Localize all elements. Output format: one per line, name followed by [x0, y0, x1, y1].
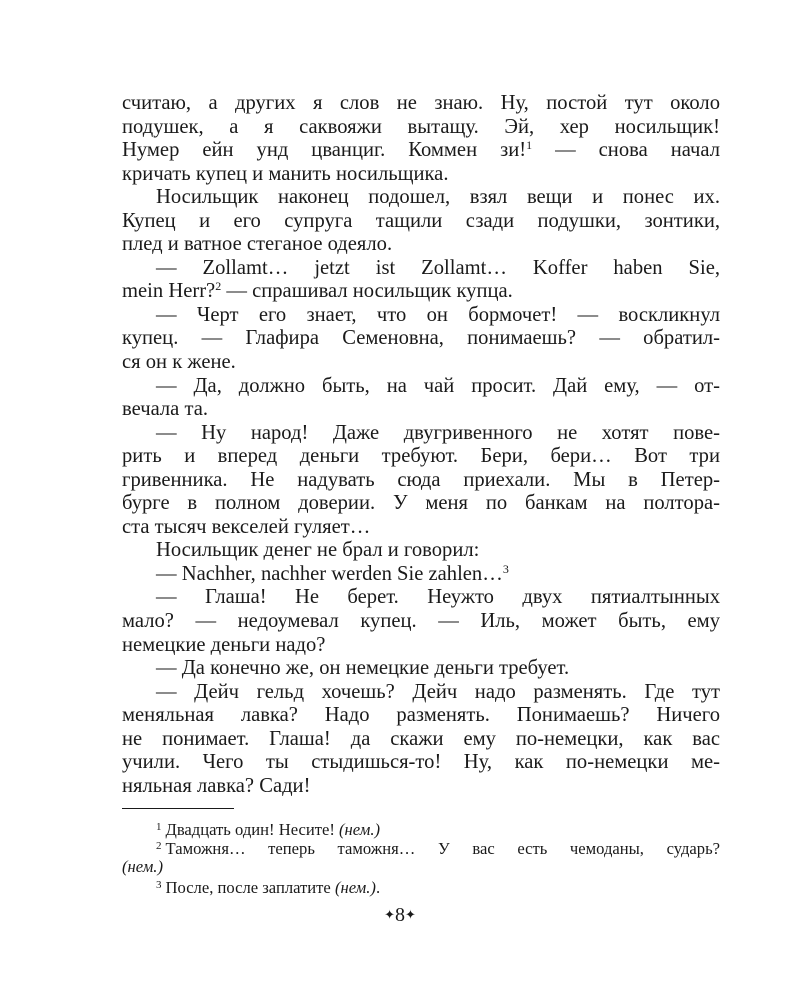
- text-line: [122, 775, 720, 799]
- text-line-content: — Дейч гельд хочешь? Дейч надо разменять. Где тут: [156, 680, 720, 703]
- text-line: [122, 516, 720, 540]
- text-line-content: ся он к жене.: [122, 351, 236, 374]
- text-line-tail: — спрашивал носильщик купца.: [221, 280, 513, 303]
- footnote-2-cont: (нем.): [122, 856, 163, 876]
- text-line: [122, 492, 720, 516]
- text-line: [122, 751, 720, 775]
- text-line-content: учили. Чего ты стыдишься-то! Ну, как по-немецки ме-: [122, 751, 720, 774]
- text-line-content: гривенника. Не надувать сюда приехали. Мы в Петер-: [122, 468, 720, 491]
- text-line: [122, 280, 720, 304]
- footnote-divider: [122, 808, 234, 809]
- text-line: [122, 728, 720, 752]
- text-line: [122, 634, 720, 658]
- text-line: [122, 398, 720, 422]
- text-line-content: — Ну народ! Даже двугривенного не хотят пове-: [156, 421, 720, 444]
- text-line: [122, 139, 720, 163]
- text-line: [122, 186, 720, 210]
- page-number-value: 8: [395, 904, 405, 926]
- ornament-right-icon: ✦: [405, 907, 416, 922]
- text-line: [122, 586, 720, 610]
- text-line-content: — Да конечно же, он немецкие деньги требует.: [156, 657, 570, 680]
- text-line-content: няльная лавка? Сади!: [122, 774, 311, 797]
- text-line-content: не понимает. Глаша! да скажи ему по-немецки, как вас: [122, 727, 720, 750]
- text-line: [122, 610, 720, 634]
- footnote-2: $^2$ Таможня… теперь таможня… У вас есть чемоданы, сударь?: [156, 839, 720, 859]
- text-line-content: рить и вперед деньги требуют. Бери, бери… Вот три: [122, 445, 720, 468]
- text-line: [122, 351, 720, 375]
- text-line: [122, 116, 720, 140]
- text-line: [122, 210, 720, 234]
- text-line-content: Купец и его супруга тащили сзади подушки, зонтики,: [122, 209, 720, 232]
- page-number: [0, 904, 800, 927]
- text-line-content: немецкие деньги надо?: [122, 633, 326, 656]
- text-line-content: Носильщик денег не брал и говорил:: [156, 539, 480, 562]
- text-line: [122, 704, 720, 728]
- text-line-content: плед и ватное стеганое одеяло.: [122, 233, 393, 256]
- text-line: [122, 681, 720, 705]
- text-line: [122, 327, 720, 351]
- text-line-content: — Nachher, nachher werden Sie zahlen…: [156, 562, 503, 585]
- footnote-ref: 3: [502, 561, 509, 576]
- text-line-content: — Черт его знает, что он бормочет! — воскликнул: [156, 303, 720, 326]
- text-line: [122, 375, 720, 399]
- text-line: [122, 563, 720, 587]
- text-line: [122, 304, 720, 328]
- text-line-content: меняльная лавка? Надо разменять. Понимаешь? Ничего: [122, 704, 720, 727]
- text-line-content: кричать купец и манить носильщика.: [122, 162, 449, 185]
- text-line-content: бурге в полном доверии. У меня по банкам на полтора-: [122, 492, 720, 515]
- text-line-content: — Глаша! Не берет. Неужто двух пятиалтынных: [156, 586, 720, 609]
- text-line: [122, 445, 720, 469]
- text-line-content: — Да, должно быть, на чай просит. Дай ему, — от-: [156, 374, 720, 397]
- text-line-content: подушек, а я саквояжи вытащу. Эй, хер носильщик!: [122, 115, 720, 138]
- text-line: [122, 233, 720, 257]
- text-line: [122, 539, 720, 563]
- text-line-content: вечала та.: [122, 398, 209, 421]
- body-text: [122, 92, 720, 798]
- text-line: [122, 469, 720, 493]
- text-line: [122, 163, 720, 187]
- text-line-content: купец. — Глафира Семеновна, понимаешь? — обратил-: [122, 327, 720, 350]
- text-line-tail: — снова начал: [532, 139, 720, 162]
- text-line: [122, 92, 720, 116]
- text-line-content: мало? — недоумевал купец. — Иль, может быть, ему: [122, 610, 720, 633]
- footnote-ref: 2: [215, 279, 222, 294]
- footnote-3: $^3$ После, после заплатите (нем.).: [156, 878, 381, 898]
- text-line-content: ста тысяч векселей гуляет…: [122, 515, 371, 538]
- footnote-ref: 1: [526, 138, 533, 153]
- text-line: [122, 257, 720, 281]
- text-line-content: Носильщик наконец подошел, взял вещи и понес их.: [156, 186, 720, 209]
- text-line-content: считаю, а других я слов не знаю. Ну, постой тут около: [122, 92, 720, 114]
- text-line: [122, 657, 720, 681]
- text-line: [122, 422, 720, 446]
- ornament-left-icon: ✦: [384, 907, 395, 922]
- text-line-content: — Zollamt… jetzt ist Zollamt… Koffer haben Sie,: [156, 256, 720, 279]
- footnote-1: $^1$ Двадцать один! Несите! (нем.): [156, 820, 381, 839]
- footnotes: [122, 818, 720, 896]
- text-line-content: Нумер ейн унд цванциг. Коммен зи!: [122, 139, 527, 162]
- text-line-content: mein Herr?: [122, 280, 216, 303]
